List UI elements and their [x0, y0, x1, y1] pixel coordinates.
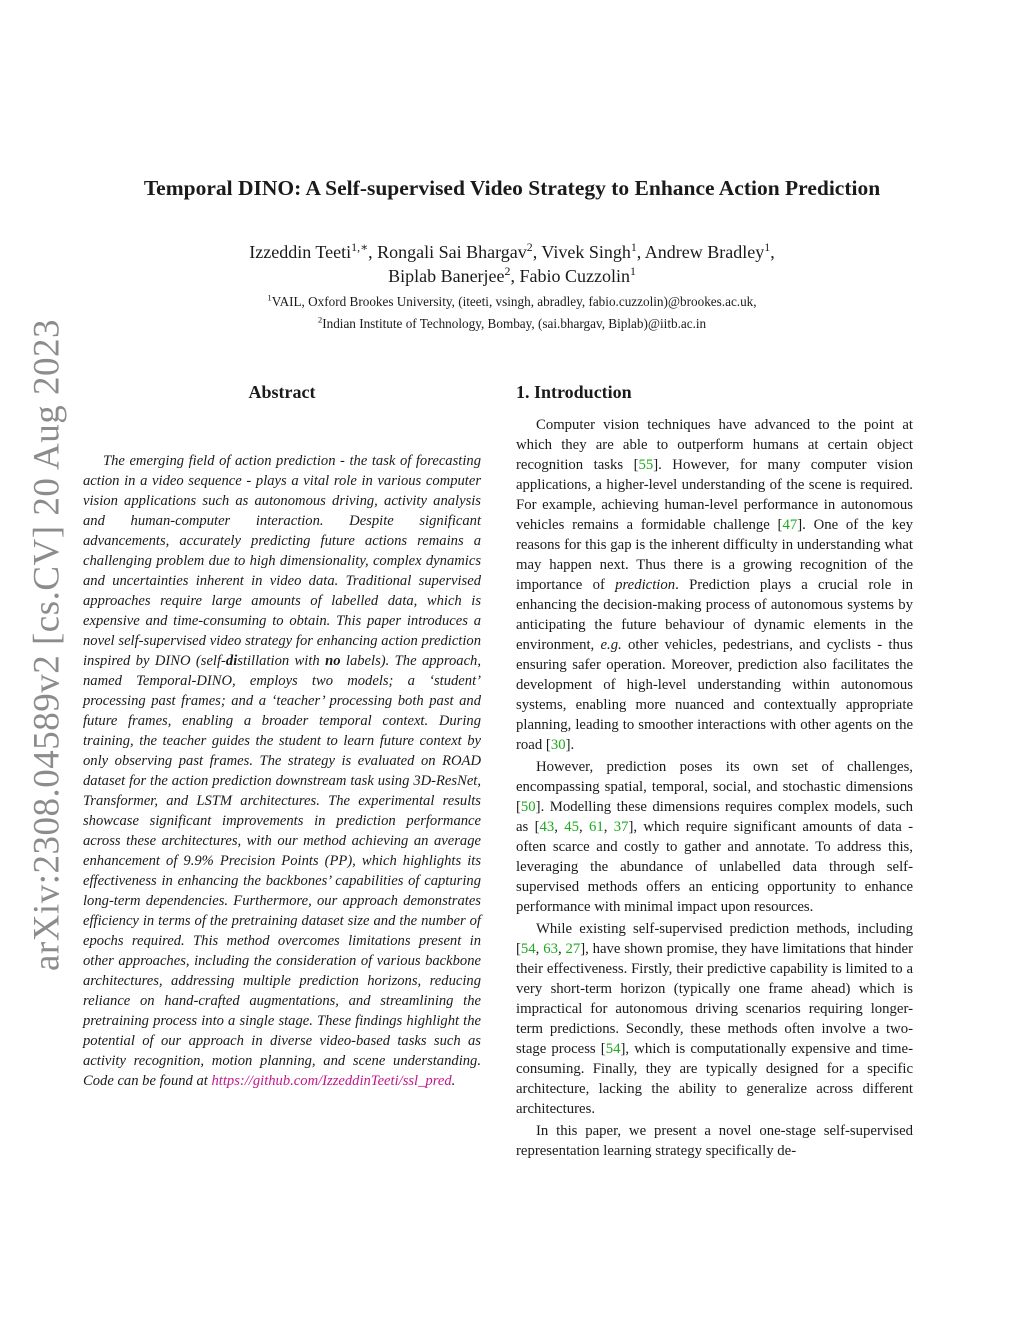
author-name: Rongali Sai Bhargav [377, 242, 527, 262]
affiliation-list [60, 291, 964, 335]
left-column [83, 380, 481, 1106]
text-run: While existing self-supervised prediction methods, including [ [516, 921, 913, 957]
text-run: ]. [565, 737, 575, 753]
author-name: Fabio Cuzzolin [519, 266, 630, 286]
affiliation-2 [60, 313, 964, 335]
introduction-body [516, 415, 913, 1161]
affiliation-1 [60, 291, 964, 313]
author-affiliation-mark: 1 [764, 240, 771, 254]
right-column [516, 380, 913, 1161]
emphasis: prediction [615, 577, 676, 593]
citation-link[interactable]: 55 [638, 457, 654, 473]
text-run: In this paper, we present a novel one-stage self-supervised representation learning strategy specifically de- [516, 1123, 913, 1159]
author-name: Izzeddin Teeti [249, 242, 352, 262]
code-link[interactable]: https://github.com/IzzeddinTeeti/ssl_pred [211, 1073, 452, 1089]
author-row-1: Izzeddin Teeti$^{1,∗}$, Rongali Sai Bhargav$^2$, Vivek Singh$^1$, Andrew Bradley$^1$, [249, 240, 775, 262]
citation-link[interactable]: 54 [605, 1041, 621, 1057]
abstract-text-end: . [451, 1073, 456, 1089]
author-affiliation-mark: 1,∗ [351, 240, 369, 254]
text-run: . Prediction plays a crucial role in enhancing the decision-making process of autonomous systems by anticipating the future behaviour of dynamic elements in the environment, [516, 577, 913, 653]
citation-link[interactable]: 50 [520, 799, 536, 815]
intro-paragraph-4 [516, 1121, 913, 1161]
abstract-bold-di: di [225, 653, 238, 669]
text-run: ]. However, for many computer vision applications, a higher-level understanding of the scene is required. For example, achieving human-level performance in autonomous vehicles remains a formidable challenge [ [516, 457, 913, 533]
intro-paragraph-3: While existing self-supervised prediction methods, including [54, 63, 27], have shown promise, they have limitations that hinder their effectiveness. Firstly, their predictive capability is limited to a very short-term horizon (typically one frame ahead) which is impractical for autonomous driving scenarios requiring longer-term predictions. Secondly, these methods often involve a two-stage process [54], which is computationally expensive and time-consuming. Finally, they are typically designed for a specific architecture, lacking the ability to generalize across different architectures. [516, 921, 914, 1117]
citation-link[interactable]: 43 [539, 819, 555, 835]
author-affiliation-mark: 1 [629, 264, 636, 278]
author-affiliation-mark: 2 [504, 264, 511, 278]
text-run: ], have shown promise, they have limitations that hinder their effectiveness. Firstly, their predictive capability is limited to a very short-term horizon (typically one frame ahead) which is impractical for autonomous driving scenarios requiring longer-term predictions. Secondly, these methods often involve a two-stage process [ [516, 941, 914, 1057]
abstract-body [83, 451, 481, 1091]
author-name: Vivek Singh [541, 242, 631, 262]
affiliation-text: VAIL, Oxford Brookes University, (iteeti, vsingh, abradley, fabio.cuzzolin)@brookes.ac.uk, [271, 294, 757, 309]
arxiv-side-identifier [18, 318, 76, 972]
author-row-2: Biplab Banerjee$^2$, Fabio Cuzzolin$^1$ [388, 264, 636, 286]
text-run: Computer vision techniques have advanced to the point at which they are able to outperform humans at certain object recognition tasks [ [516, 417, 913, 473]
text-run: ], which is computationally expensive and time-consuming. Finally, they are typically designed for a specific architecture, lacking the ability to generalize across different architectures. [516, 1041, 913, 1117]
abstract-text-part: stillation with [237, 653, 326, 669]
citation-link[interactable]: 45 [564, 819, 579, 835]
text-run: ]. One of the key reasons for this gap is the inherent difficulty in understanding what may happen next. Thus there is a growing recognition of the importance of [516, 517, 914, 593]
abstract-bold-no: no [325, 653, 341, 669]
citation-link[interactable]: 63 [543, 941, 558, 957]
text-run: ], which require significant amounts of data - often scarce and costly to gather and annotate. To address this, leveraging the abundance of unlabelled data through self-supervised methods offers an enticing opportunity to enhance performance with minimal impact upon resources. [516, 819, 914, 915]
author-affiliation-mark: 1 [630, 240, 637, 254]
author-list [60, 240, 964, 288]
text-run: other vehicles, pedestrians, and cyclists - thus ensuring safer operation. Moreover, prediction also facilitates the development of high-level understanding within autonomous systems, enabling more nuanced and contextually appropriate planning, leading to smoother interactions with other agents on the road [ [516, 637, 913, 753]
arxiv-identifier-text: arXiv:2308.04589v2 [cs.CV] 20 Aug 2023 [26, 318, 68, 972]
introduction-heading: 1. Introduction [516, 382, 632, 402]
author-name: Andrew Bradley [644, 242, 765, 262]
emphasis: e.g. [600, 637, 622, 653]
citation-link[interactable]: 47 [782, 517, 798, 533]
affiliation-text: Indian Institute of Technology, Bombay, (sai.bhargav, Biplab)@iitb.ac.in [322, 316, 707, 331]
abstract-text-part: labels). The approach, named Temporal-DINO, employs two models; a ‘student’ processing past frames; and a ‘teacher’ processing both past and future frames, enabling a broader temporal context. During training, the teacher guides the student to learn future context by only observing past frames. The strategy is evaluated on ROAD dataset for the action prediction downstream task using 3D-ResNet, Transformer, and LSTM architectures. The experimental results showcase significant improvements in prediction performance across these architectures, with our method achieving an average enhancement of 9.9% Precision Points (PP), which highlights its effectiveness in enhancing the backbones’ capabilities of capturing long-term dependencies. Furthermore, our approach demonstrates efficiency in terms of the pretraining dataset size and the number of epochs required. This method overcomes limitations present in other approaches, including the consideration of various backbone architectures, addressing multiple prediction horizons, reducing reliance on hand-crafted augmentations, and streamlining the pretraining process into a single stage. These findings highlight the potential of our approach in diverse video-based tasks such as activity recognition, motion planning, and scene understanding. Code can be found at [83, 653, 481, 1089]
text-run: However, prediction poses its own set of challenges, encompassing spatial, temporal, social, and stochastic dimensions [ [516, 759, 913, 815]
affiliation-mark: 2 [317, 314, 323, 325]
citation-link[interactable]: 30 [550, 737, 566, 753]
abstract-heading: Abstract [248, 382, 316, 402]
abstract-text-part: The emerging field of action prediction - the task of forecasting action in a video sequence - plays a vital role in various computer vision applications such as autonomous driving, activity analysis and human-computer interaction. Despite significant advancements, accurately predicting future actions remains a challenging problem due to high dimensionality, complex dynamics and uncertainties inherent in video data. Traditional supervised approaches require large amounts of labelled data, which is expensive and time-consuming to obtain. This paper introduces a novel self-supervised video strategy for enhancing action prediction inspired by DINO (self- [83, 453, 481, 669]
text-run: ]. Modelling these dimensions requires complex models, such as [ [516, 799, 913, 835]
citation-link[interactable]: 61 [589, 819, 604, 835]
citation-link[interactable]: 54 [520, 941, 536, 957]
intro-paragraph-2: However, prediction poses its own set of challenges, encompassing spatial, temporal, social, and stochastic dimensions [50]. Modelling these dimensions requires complex models, such as [43, 45, 61, 37], which require significant amounts of data - often scarce and costly to gather and annotate. To address this, leveraging the abundance of unlabelled data through self-supervised methods offers an enticing opportunity to enhance performance with minimal impact upon resources. [516, 759, 914, 915]
affiliation-mark: 1 [267, 292, 272, 303]
author-name: Biplab Banerjee [388, 266, 505, 286]
citation-link[interactable]: 37 [613, 819, 629, 835]
author-affiliation-mark: 2 [526, 240, 533, 254]
intro-paragraph-1 [516, 415, 913, 755]
citation-link[interactable]: 27 [565, 941, 581, 957]
paper-title: Temporal DINO: A Self-supervised Video Strategy to Enhance Action Prediction [143, 176, 881, 200]
